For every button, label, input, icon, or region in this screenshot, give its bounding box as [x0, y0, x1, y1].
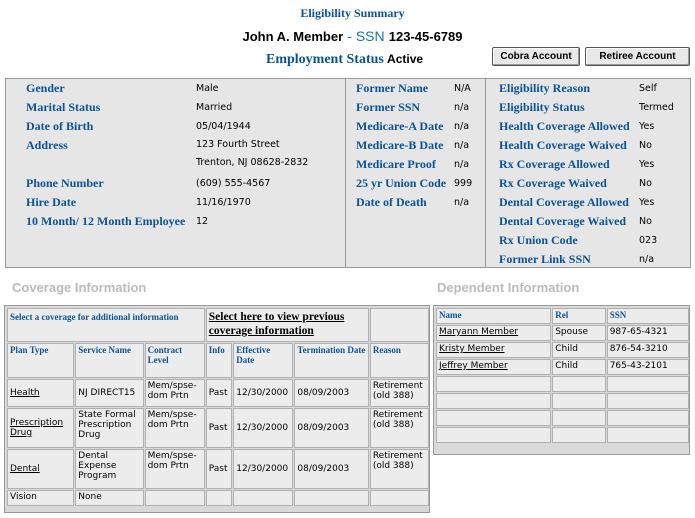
previous-coverage-link[interactable]: Select here to view previous coverage information [208, 311, 345, 337]
table-row [436, 427, 689, 443]
plan-link-prescription-drug[interactable]: Prescription Drug [10, 418, 64, 438]
eligibility-reason-label: Eligibility Reason [499, 81, 591, 95]
dental-allowed-value: Yes [639, 197, 655, 208]
table-row [436, 393, 689, 409]
month-employee-label: 10 Month/ 12 Month Employee [26, 214, 186, 228]
contract-level [145, 490, 205, 506]
reason: Retirement (old 388) [370, 408, 429, 448]
column-divider [485, 79, 486, 267]
plan-link-health[interactable]: Health [10, 388, 40, 398]
month-employee-value: 12 [196, 216, 209, 227]
effective-date: 12/30/2000 [233, 379, 293, 407]
dependent-ssn: 765-43-2101 [607, 359, 689, 375]
rx-waived-value: No [639, 178, 652, 189]
header-rel: Rel [552, 308, 605, 324]
retiree-account-button[interactable]: Retiree Account [585, 47, 690, 66]
employment-status-value: Active [387, 52, 424, 66]
header-info: Info [206, 343, 233, 378]
page-title: Eligibility Summary [300, 6, 405, 20]
service-name: Dental Expense Program [75, 449, 143, 489]
coverage-section-title: Coverage Information [12, 280, 147, 295]
info: Past [206, 379, 233, 407]
rx-union-code-value: 023 [639, 235, 658, 246]
dependent-section-title: Dependent Information [437, 280, 580, 295]
former-link-ssn-label: Former Link SSN [499, 252, 591, 266]
table-row [7, 449, 429, 489]
header-ssn: SSN [607, 308, 689, 324]
header-termination-date: Termination Date [294, 343, 368, 378]
former-link-ssn-value: n/a [639, 254, 655, 265]
termination-date: 08/09/2003 [294, 408, 368, 448]
address-label: Address [26, 138, 68, 152]
dental-waived-label: Dental Coverage Waived [499, 214, 627, 228]
dependent-rel: Spouse [552, 325, 605, 341]
table-row [7, 490, 429, 506]
date-of-death-value: n/a [454, 197, 470, 208]
coverage-table-panel [4, 305, 430, 513]
hire-date-value: 11/16/1970 [196, 197, 251, 208]
empty-cell [552, 376, 605, 392]
rx-allowed-label: Rx Coverage Allowed [499, 157, 610, 171]
address-line1: 123 Fourth Street [196, 139, 280, 150]
effective-date: 12/30/2000 [233, 449, 293, 489]
header-service-name: Service Name [75, 343, 143, 378]
header-effective-date: Effective Date [233, 343, 293, 378]
service-name: State Formal Prescription Drug [75, 408, 143, 448]
table-row [436, 376, 689, 392]
effective-date: 12/30/2000 [233, 408, 293, 448]
dependent-link-kristy[interactable]: Kristy Member [439, 344, 505, 354]
table-row [7, 408, 429, 448]
empty-cell [436, 410, 551, 426]
ssn-label: - SSN [347, 28, 385, 44]
empty-cell [436, 393, 551, 409]
marital-status-label: Marital Status [26, 100, 101, 114]
health-waived-label: Health Coverage Waived [499, 138, 627, 152]
empty-cell [552, 393, 605, 409]
plan-type: Vision [7, 490, 74, 506]
gender-label: Gender [26, 81, 65, 95]
info [206, 490, 233, 506]
select-coverage-text: Select a coverage for additional information [7, 308, 205, 342]
former-name-label: Former Name [356, 81, 429, 95]
dental-waived-value: No [639, 216, 652, 227]
eligibility-reason-value: Self [639, 83, 657, 94]
effective-date [233, 490, 293, 506]
dob-value: 05/04/1944 [196, 121, 251, 132]
medicare-b-value: n/a [454, 140, 470, 151]
health-waived-value: No [639, 140, 652, 151]
phone-value: (609) 555-4567 [196, 178, 271, 189]
table-row [436, 410, 689, 426]
dob-label: Date of Birth [26, 119, 94, 133]
info: Past [206, 408, 233, 448]
union-code-value: 999 [454, 178, 473, 189]
marital-status-value: Married [196, 102, 233, 113]
medicare-a-label: Medicare-A Date [356, 119, 444, 133]
contract-level: Mem/spse-dom Prtn [145, 408, 205, 448]
reason: Retirement (old 388) [370, 379, 429, 407]
empty-cell [607, 376, 689, 392]
previous-coverage-cell [206, 308, 369, 342]
table-row [436, 342, 689, 358]
dependent-rel: Child [552, 342, 605, 358]
reason [370, 490, 429, 506]
column-divider [345, 79, 346, 267]
health-allowed-label: Health Coverage Allowed [499, 119, 630, 133]
dependent-ssn: 987-65-4321 [607, 325, 689, 341]
header-name: Name [436, 308, 551, 324]
former-ssn-value: n/a [454, 102, 470, 113]
empty-cell [436, 376, 551, 392]
rx-union-code-label: Rx Union Code [499, 233, 578, 247]
empty-cell [607, 393, 689, 409]
table-row [7, 379, 429, 407]
phone-label: Phone Number [26, 176, 104, 190]
member-identity [0, 28, 695, 45]
member-name: John A. Member [242, 29, 344, 44]
eligibility-status-label: Eligibility Status [499, 100, 585, 114]
health-allowed-value: Yes [639, 121, 655, 132]
termination-date [294, 490, 368, 506]
employment-status-label: Employment Status [266, 52, 384, 67]
address-line2: Trenton, NJ 08628-2832 [196, 157, 309, 168]
header-contract-level: Contract Level [145, 343, 205, 378]
ssn-value: 123-45-6789 [388, 29, 463, 44]
service-name: None [75, 490, 143, 506]
eligibility-status-value: Termed [639, 102, 674, 113]
union-code-label: 25 yr Union Code [356, 176, 447, 190]
contract-level: Mem/spse-dom Prtn [145, 449, 205, 489]
info: Past [206, 449, 233, 489]
empty-cell [436, 427, 551, 443]
dependent-table-panel [433, 305, 690, 455]
empty-cell [607, 410, 689, 426]
dependent-table [435, 307, 690, 444]
rx-waived-label: Rx Coverage Waived [499, 176, 607, 190]
medicare-proof-label: Medicare Proof [356, 157, 436, 171]
empty-cell [370, 308, 429, 342]
empty-cell [552, 427, 605, 443]
empty-cell [607, 427, 689, 443]
contract-level: Mem/spse-dom Prtn [145, 379, 205, 407]
medicare-a-value: n/a [454, 121, 470, 132]
table-row [436, 359, 689, 375]
medicare-b-label: Medicare-B Date [356, 138, 444, 152]
date-of-death-label: Date of Death [356, 195, 427, 209]
empty-cell [552, 410, 605, 426]
reason: Retirement (old 388) [370, 449, 429, 489]
dependent-ssn: 876-54-3210 [607, 342, 689, 358]
eligibility-summary-panel [5, 78, 691, 268]
header-reason: Reason [370, 343, 429, 378]
hire-date-label: Hire Date [26, 195, 77, 209]
medicare-proof-value: n/a [454, 159, 470, 170]
dependent-link-maryann[interactable]: Maryann Member [439, 327, 519, 337]
table-row [436, 325, 689, 341]
dependent-link-jeffrey[interactable]: Jeffrey Member [439, 361, 508, 371]
dependent-rel: Child [552, 359, 605, 375]
employment-status [266, 52, 423, 68]
service-name: NJ DIRECT15 [75, 379, 143, 407]
former-name-value: N/A [454, 83, 471, 94]
termination-date: 08/09/2003 [294, 449, 368, 489]
header-plan-type: Plan Type [7, 343, 74, 378]
coverage-table [6, 307, 430, 507]
termination-date: 08/09/2003 [294, 379, 368, 407]
rx-allowed-value: Yes [639, 159, 655, 170]
former-ssn-label: Former SSN [356, 100, 421, 114]
cobra-account-button[interactable]: Cobra Account [492, 47, 580, 66]
plan-link-dental[interactable]: Dental [10, 464, 40, 474]
gender-value: Male [196, 83, 219, 94]
dental-allowed-label: Dental Coverage Allowed [499, 195, 629, 209]
